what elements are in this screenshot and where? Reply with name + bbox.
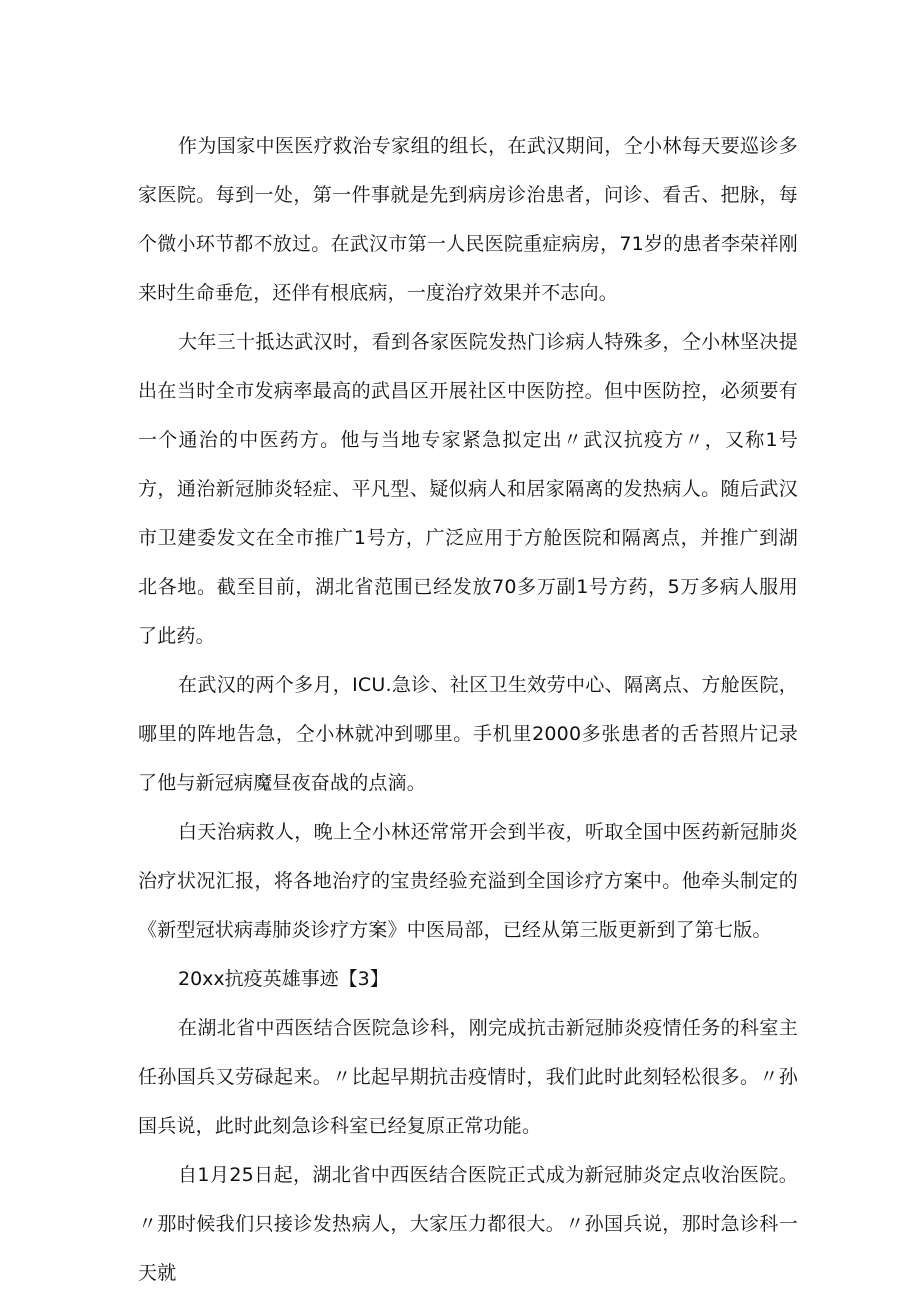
paragraph-2: 大年三十抵达武汉时，看到各家医院发热门诊病人特殊多，仝小林坚决提出在当时全市发病率最高的武昌区开展社区中医防控。但中医防控，必须要有一个通治的中医药方。他与当地专家紧急拟定出〃武汉抗疫方〃，又称1号方，通治新冠肺炎轻症、平凡型、疑似病人和居家隔离的发热病人。随后武汉市卫建委发文在全市推广1号方，广泛应用于方舱医院和隔离点，并推广到湖北各地。截至目前，湖北省范围已经发放70多万副1号方药，5万多病人服用了此药。 xyxy=(138,331,798,647)
paragraph-6: 自1月25日起，湖北省中西医结合医院正式成为新冠肺炎定点收治医院。〃那时候我们只接诊发热病人，大家压力都很大。〃孙国兵说，那时急诊科一天就 xyxy=(138,1164,798,1284)
paragraph-5: 在湖北省中西医结合医院急诊科，刚完成抗击新冠肺炎疫情任务的科室主任孙国兵又劳碌起来。〃比起早期抗击疫情时，我们此时此刻轻松很多。〃孙国兵说，此时此刻急诊科室已经复原正常功能。 xyxy=(138,1017,798,1137)
document-body xyxy=(138,122,798,1298)
paragraph-4: 白天治病救人，晚上仝小林还常常开会到半夜，听取全国中医药新冠肺炎治疗状况汇报，将各地治疗的宝贵经验充溢到全国诊疗方案中。他牵头制定的《新型冠状病毒肺炎诊疗方案》中医局部，已经从第三版更新到了第七版。 xyxy=(138,821,798,941)
section-heading: 20xx抗疫英雄事迹【3】 xyxy=(178,968,389,990)
paragraph-1: 作为国家中医医疗救治专家组的组长，在武汉期间，仝小林每天要巡诊多家医院。每到一处，第一件事就是先到病房诊治患者，问诊、看舌、把脉，每个微小环节都不放过。在武汉市第一人民医院重症病房，71岁的患者李荣祥刚来时生命垂危，还伴有根底病，一度治疗效果并不志向。 xyxy=(138,135,798,304)
paragraph-3: 在武汉的两个多月，ICU.急诊、社区卫生效劳中心、隔离点、方舱医院，哪里的阵地告急，仝小林就冲到哪里。手机里2000多张患者的舌苔照片记录了他与新冠病魔昼夜奋战的点滴。 xyxy=(138,674,798,794)
